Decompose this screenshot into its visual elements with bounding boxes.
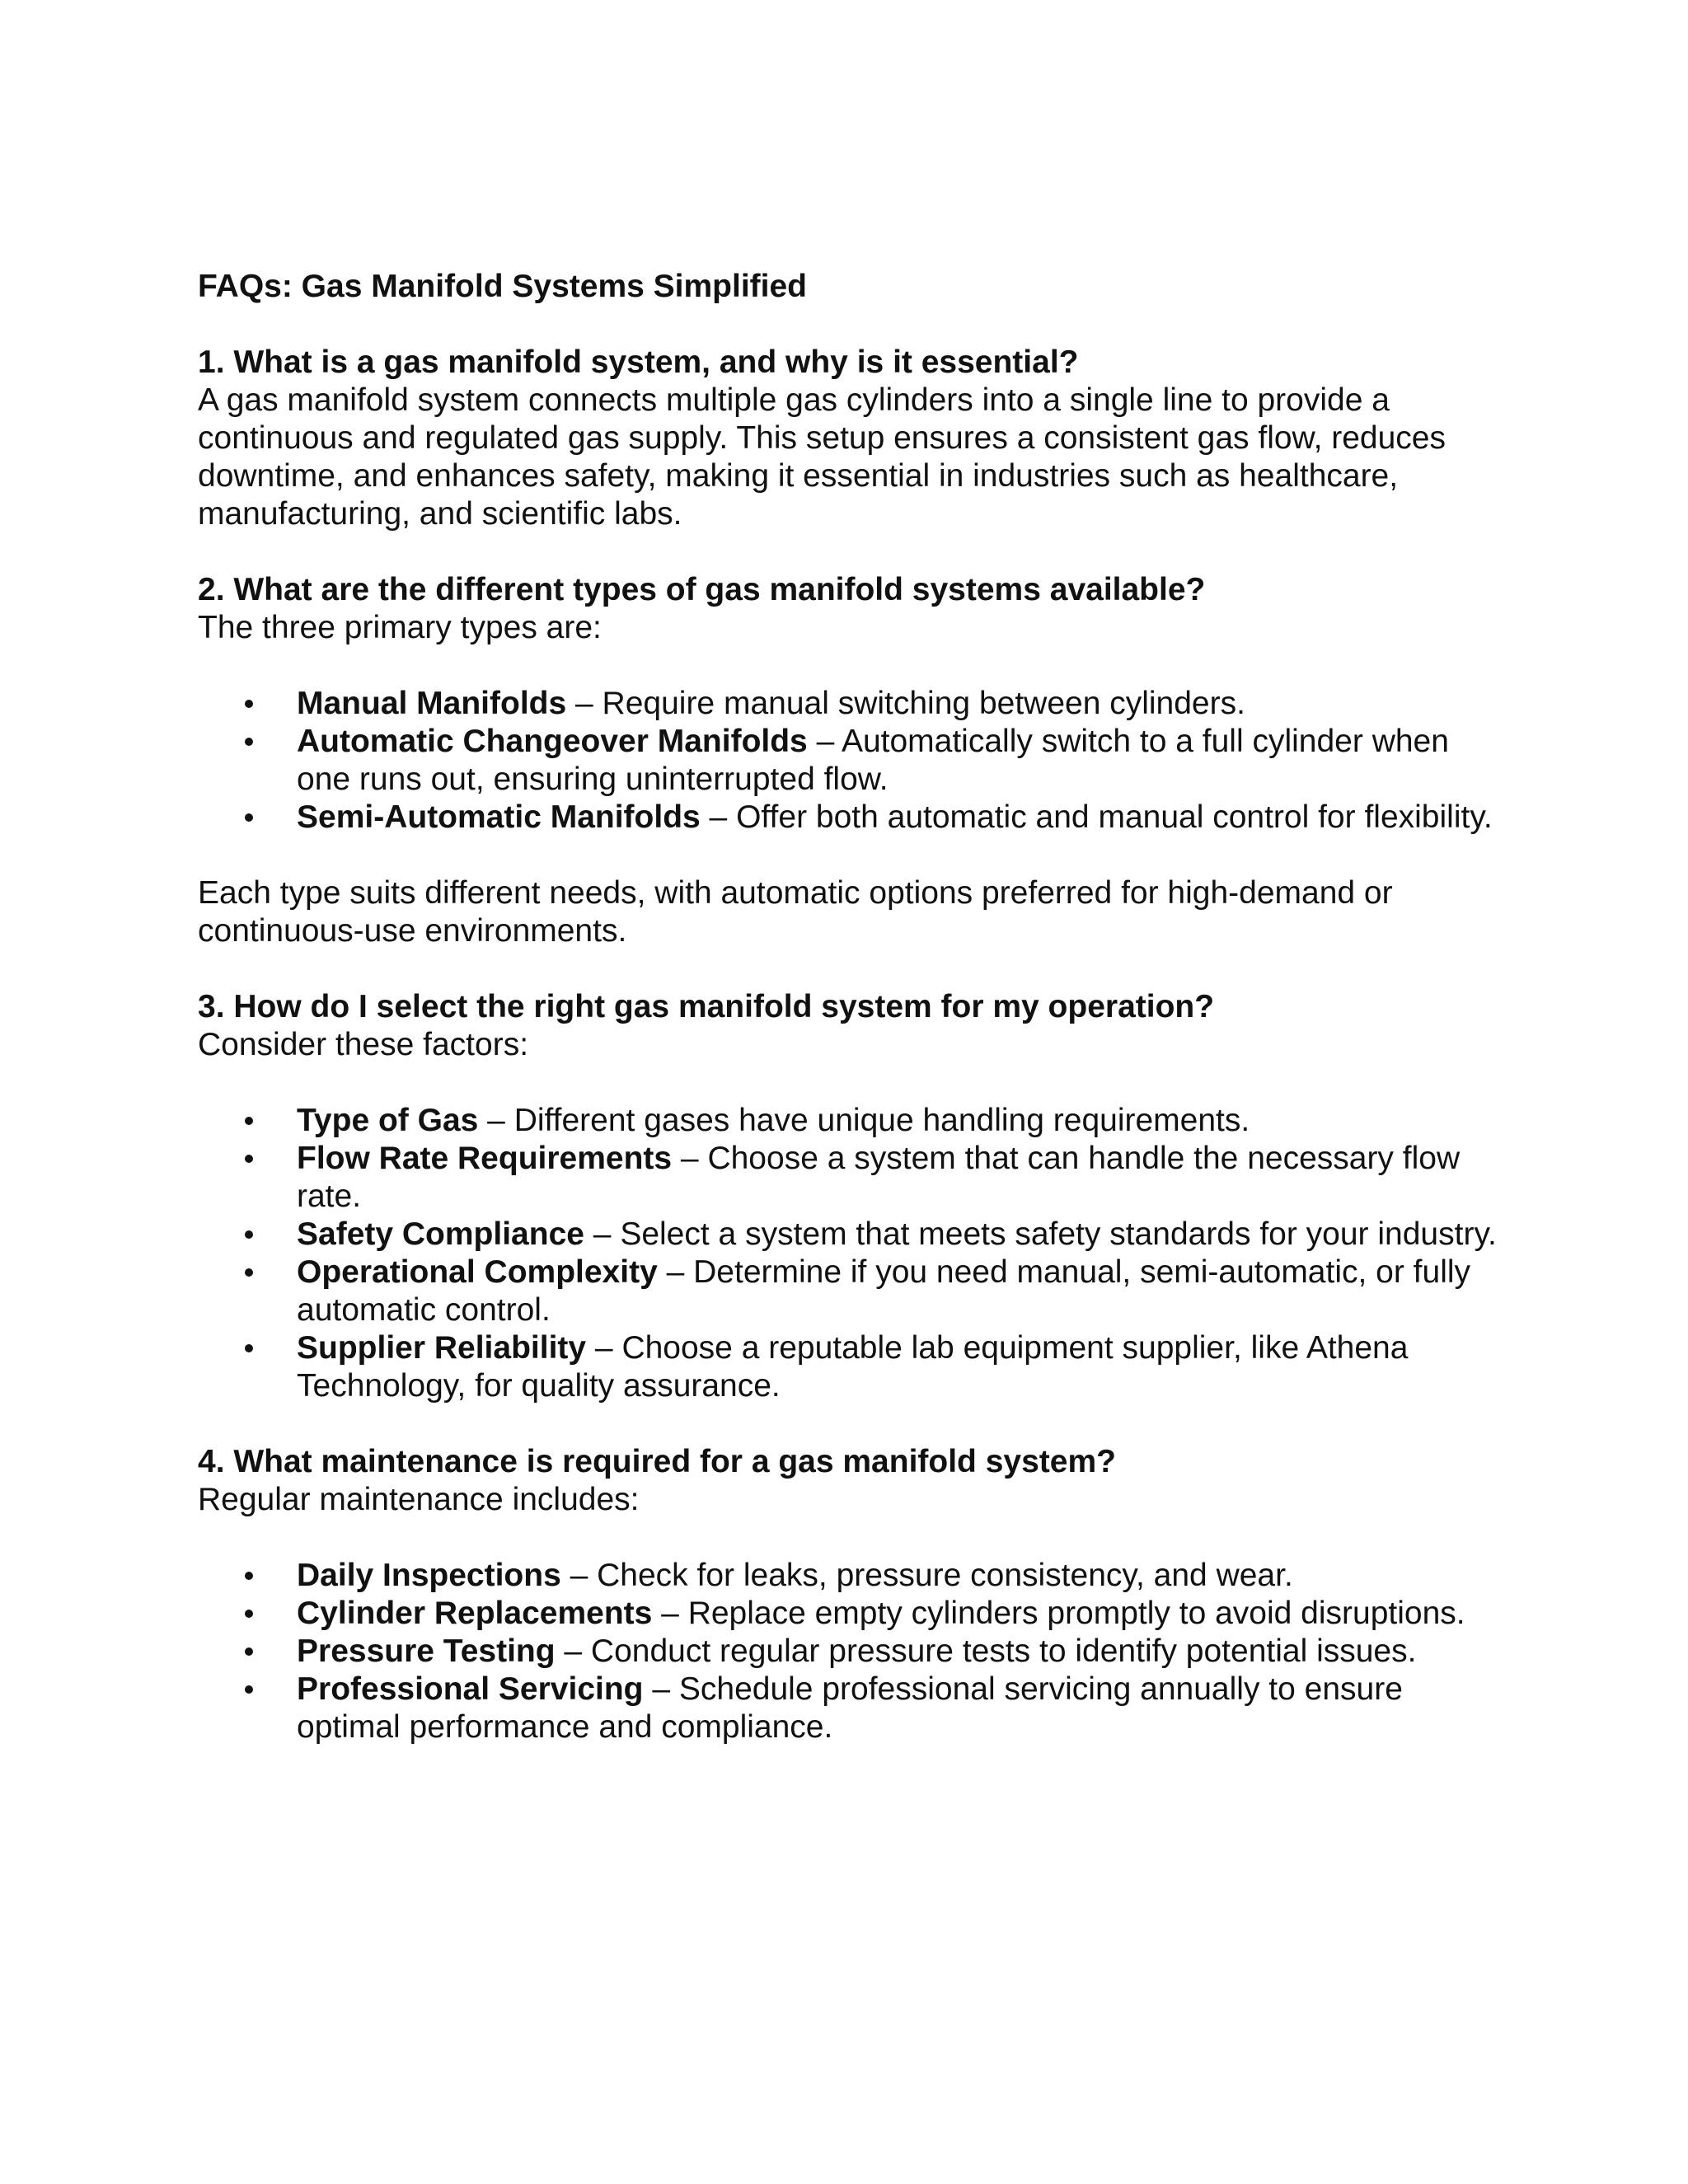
list-item [198, 685, 1500, 723]
faq-intro-3: Consider these factors: [198, 1027, 529, 1062]
list-item-text: – Require manual switching between cylinders. [566, 686, 1245, 721]
bullet-list-4 [198, 1557, 1500, 1746]
faq-intro-2: The three primary types are: [198, 610, 602, 645]
list-item-term: Manual Manifolds [297, 686, 567, 721]
faq-question-1: 1. What is a gas manifold system, and why is it essential? [198, 344, 1079, 380]
faq-outro-2: Each type suits different needs, with automatic options preferred for high-demand or continuous-use environments. [198, 875, 1393, 949]
bullet-icon [245, 1572, 253, 1580]
list-item [198, 1216, 1500, 1254]
list-item-term: Semi-Automatic Manifolds [297, 799, 701, 835]
bullet-icon [245, 1117, 253, 1125]
list-item [198, 1329, 1500, 1405]
list-item-text: – Offer both automatic and manual control for flexibility. [700, 799, 1493, 835]
faq-question-2: 2. What are the different types of gas manifold systems available? [198, 572, 1206, 607]
faq-question-3: 3. How do I select the right gas manifold system for my operation? [198, 989, 1215, 1024]
faq-answer-1: A gas manifold system connects multiple gas cylinders into a single line to provide a continuous and regulated gas supply. This setup ensures a consistent gas flow, reduces downtime, and enhances safety, making it essential in industries such as healthcare, manufacturing, and scientific labs. [198, 382, 1446, 532]
list-item-term: Automatic Changeover Manifolds [297, 724, 808, 759]
list-item-term: Pressure Testing [297, 1633, 556, 1669]
faq-section-2 [198, 571, 1500, 950]
list-item [198, 1557, 1500, 1595]
list-item [198, 1671, 1500, 1746]
bullet-icon [245, 1610, 253, 1618]
document-title: FAQs: Gas Manifold Systems Simplified [198, 269, 808, 304]
bullet-icon [245, 700, 253, 708]
bullet-list-2 [198, 685, 1500, 837]
list-item [198, 1633, 1500, 1671]
list-item-text: – Choose a system that can handle the necessary flow rate. [297, 1141, 1461, 1214]
list-item [198, 1140, 1500, 1216]
list-item-term: Operational Complexity [297, 1254, 658, 1290]
bullet-icon [245, 1647, 253, 1656]
list-item-term: Supplier Reliability [297, 1330, 587, 1366]
list-item-text: – Schedule professional servicing annually to ensure optimal performance and compliance. [297, 1671, 1403, 1745]
bullet-icon [245, 738, 253, 746]
list-item-text: – Replace empty cylinders promptly to avoid disruptions. [652, 1596, 1465, 1631]
faq-question-4: 4. What maintenance is required for a gas manifold system? [198, 1444, 1116, 1479]
list-item-term: Daily Inspections [297, 1558, 561, 1593]
list-item-term: Professional Servicing [297, 1671, 644, 1707]
bullet-icon [245, 1344, 253, 1352]
list-item [198, 1595, 1500, 1633]
faq-section-1 [198, 344, 1500, 533]
bullet-icon [245, 1155, 253, 1163]
list-item [198, 1102, 1500, 1140]
list-item-text: – Select a system that meets safety standards for your industry. [584, 1216, 1497, 1252]
list-item-text: – Conduct regular pressure tests to identify potential issues. [555, 1633, 1417, 1669]
bullet-icon [245, 1230, 253, 1239]
list-item-term: Safety Compliance [297, 1216, 584, 1252]
faq-section-3 [198, 988, 1500, 1405]
list-item-term: Type of Gas [297, 1103, 479, 1138]
bullet-icon [245, 813, 253, 822]
list-item-term: Flow Rate Requirements [297, 1141, 673, 1176]
list-item-text: – Check for leaks, pressure consistency, and wear. [560, 1558, 1293, 1593]
document-page [198, 268, 1500, 1746]
list-item [198, 723, 1500, 799]
bullet-list-3 [198, 1102, 1500, 1405]
list-item-text: – Determine if you need manual, semi-automatic, or fully automatic control. [297, 1254, 1471, 1328]
bullet-icon [245, 1685, 253, 1694]
list-item-text: – Automatically switch to a full cylinder when one runs out, ensuring uninterrupted flow. [297, 724, 1449, 797]
list-item-text: – Different gases have unique handling requirements. [478, 1103, 1250, 1138]
faq-section-4 [198, 1443, 1500, 1746]
bullet-icon [245, 1268, 253, 1277]
list-item [198, 1254, 1500, 1329]
faq-intro-4: Regular maintenance includes: [198, 1482, 640, 1517]
list-item-text: – Choose a reputable lab equipment supplier, like Athena Technology, for quality assurance. [297, 1330, 1409, 1404]
list-item [198, 799, 1500, 837]
list-item-term: Cylinder Replacements [297, 1596, 653, 1631]
